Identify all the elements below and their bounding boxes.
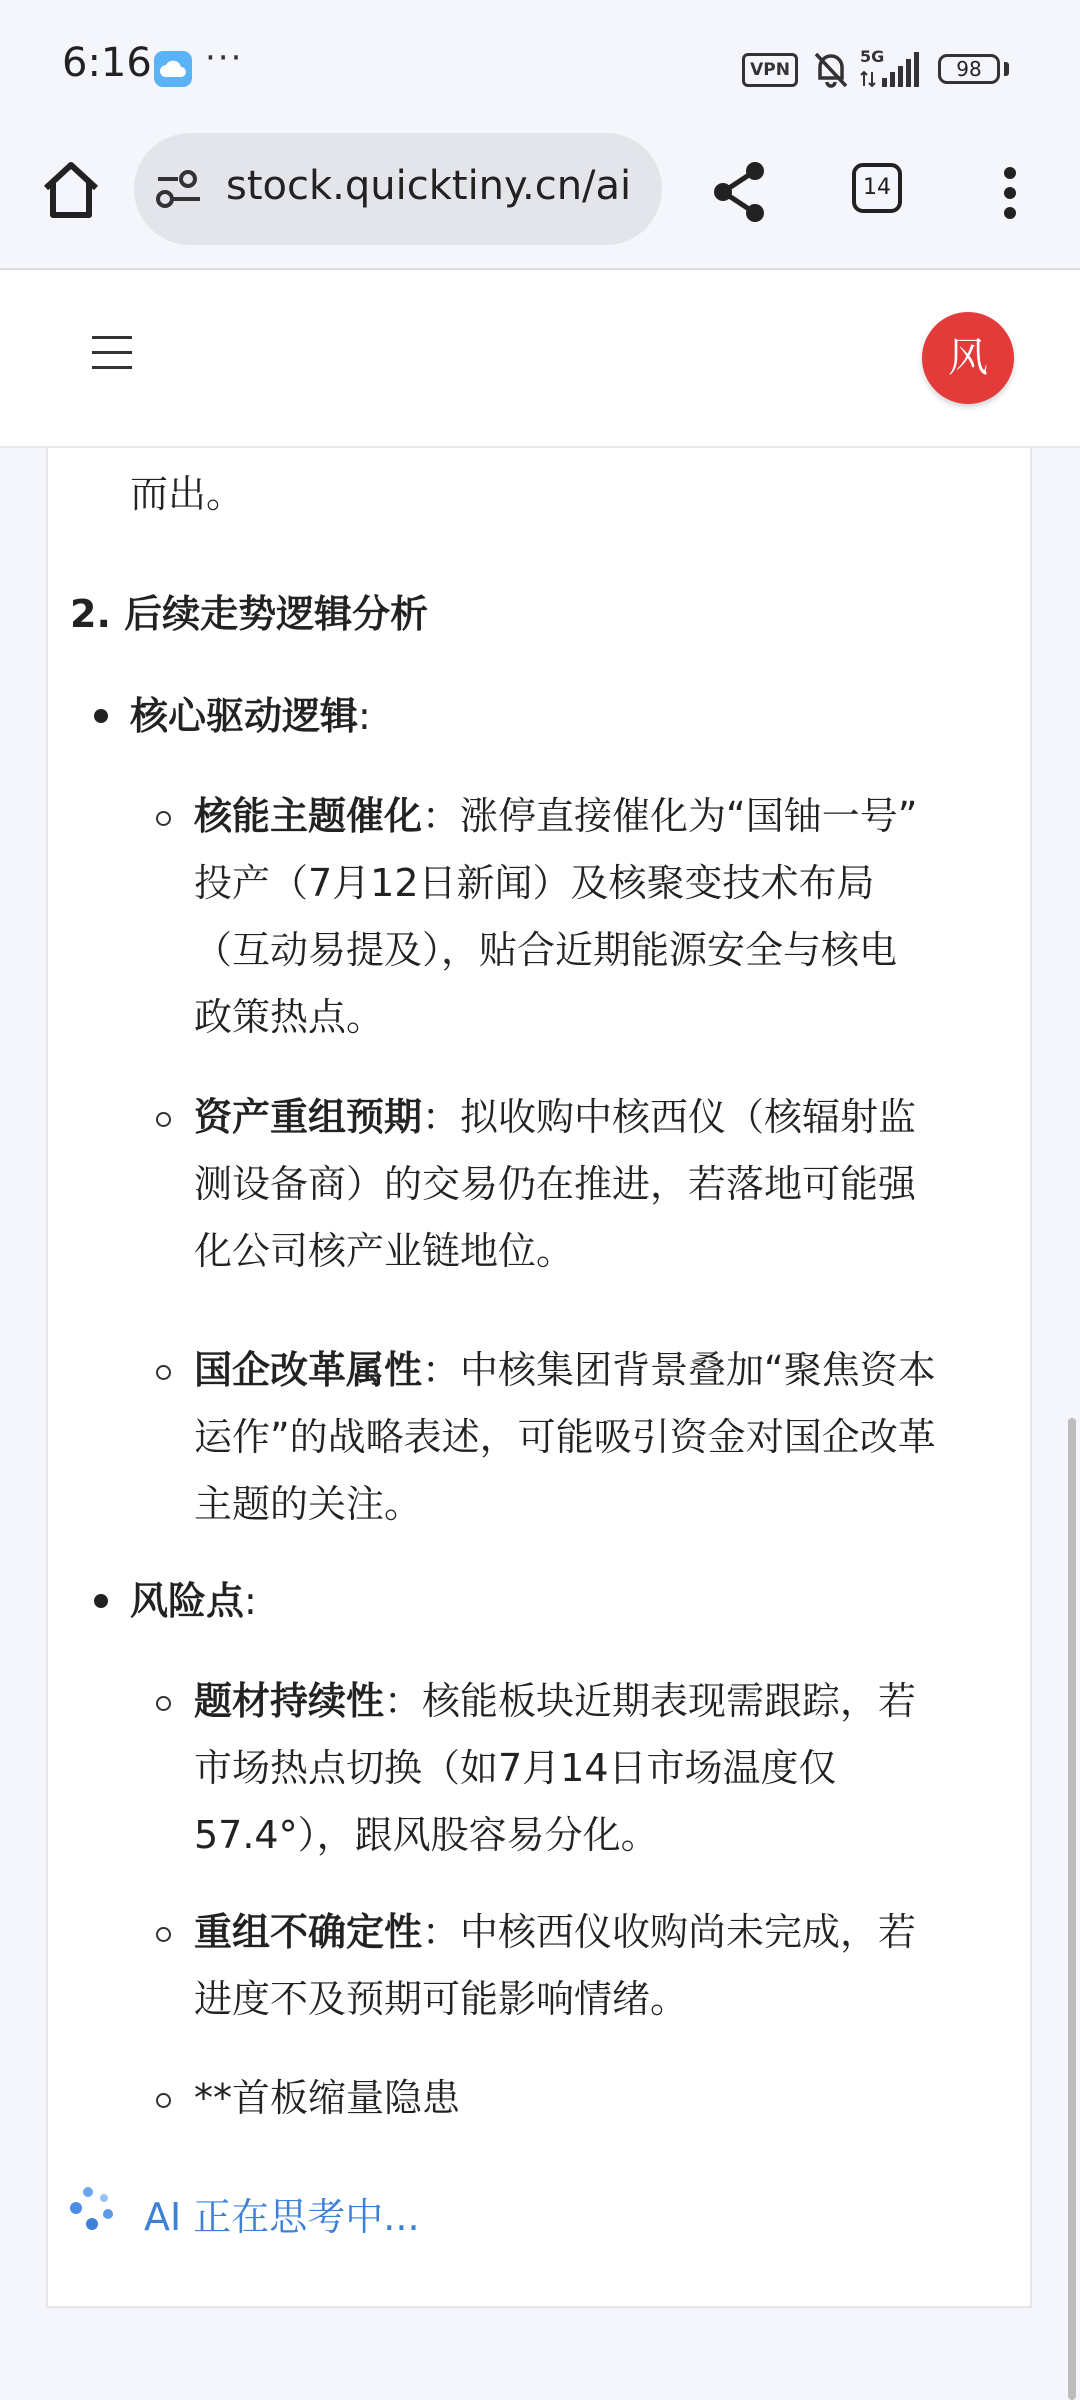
tab-switcher-button[interactable]: 14 bbox=[852, 163, 902, 213]
sub-bullet-marker bbox=[156, 1365, 171, 1380]
sub-bullet-marker bbox=[156, 811, 171, 826]
cloud-icon bbox=[154, 51, 192, 87]
chat-content bbox=[0, 448, 1080, 2400]
list-item: 资产重组预期：拟收购中核西仪（核辐射监 bbox=[194, 1095, 917, 1139]
sub-bullet-marker bbox=[156, 2093, 171, 2108]
list-item-line: 市场热点切换（如7月14日市场温度仅 bbox=[194, 1746, 837, 1790]
list-item-line: 政策热点。 bbox=[194, 995, 385, 1039]
user-avatar[interactable]: 风 bbox=[922, 312, 1014, 404]
list-item: 重组不确定性：中核西仪收购尚未完成，若 bbox=[194, 1910, 917, 1954]
paragraph-tail: 而出。 bbox=[130, 472, 245, 516]
home-icon bbox=[36, 155, 106, 225]
list-item-line: 投产（7月12日新闻）及核聚变技术布局 bbox=[194, 861, 875, 905]
sub-bullet-marker bbox=[156, 1112, 171, 1127]
bell-off-icon bbox=[810, 48, 852, 94]
group-title: 风险点: bbox=[130, 1579, 257, 1623]
battery-level: 98 bbox=[956, 57, 982, 81]
sub-bullet-marker bbox=[156, 1696, 171, 1711]
share-button[interactable] bbox=[705, 157, 775, 227]
vpn-icon: VPN bbox=[742, 53, 798, 87]
group-title: 核心驱动逻辑: bbox=[130, 694, 371, 738]
share-icon bbox=[705, 157, 775, 227]
thinking-status: AI 正在思考中... bbox=[144, 2195, 420, 2239]
ai-response-card bbox=[46, 448, 1032, 2308]
battery-tip bbox=[1004, 62, 1009, 76]
address-bar[interactable] bbox=[134, 133, 662, 245]
section-heading: 2. 后续走势逻辑分析 bbox=[70, 592, 429, 636]
cellular-signal-icon bbox=[860, 46, 926, 94]
list-item-line: 主题的关注。 bbox=[194, 1482, 423, 1526]
status-time: 6:16 bbox=[62, 40, 152, 86]
bullet-marker bbox=[94, 709, 108, 723]
sub-bullet-marker bbox=[156, 1927, 171, 1942]
app-header bbox=[0, 270, 1080, 448]
notification-more-icon: ··· bbox=[205, 38, 244, 78]
list-item-line: 化公司核产业链地位。 bbox=[194, 1229, 575, 1273]
list-item-line: （互动易提及），贴合近期能源安全与核电 bbox=[194, 928, 898, 972]
scrollbar[interactable] bbox=[1068, 1418, 1076, 2400]
list-item-line: 运作”的战略表述，可能吸引资金对国企改革 bbox=[194, 1415, 936, 1459]
bullet-marker bbox=[94, 1594, 108, 1608]
network-type-label: 5G bbox=[860, 47, 885, 66]
tune-icon[interactable] bbox=[156, 169, 204, 213]
list-item: 题材持续性：核能板块近期表现需跟踪，若 bbox=[194, 1679, 917, 1723]
list-item-line: 57.4°），跟风股容易分化。 bbox=[194, 1813, 659, 1857]
list-item-line: 进度不及预期可能影响情绪。 bbox=[194, 1977, 689, 2021]
ai-thinking-icon bbox=[64, 2178, 120, 2234]
home-button[interactable] bbox=[36, 155, 106, 225]
list-item: **首板缩量隐患 bbox=[194, 2076, 461, 2120]
list-item-line: 测设备商）的交易仍在推进，若落地可能强 bbox=[194, 1162, 917, 1206]
list-item: 核能主题催化：涨停直接催化为“国铀一号” bbox=[194, 794, 918, 838]
status-bar bbox=[0, 0, 1080, 138]
menu-icon[interactable] bbox=[92, 336, 132, 376]
list-item: 国企改革属性：中核集团背景叠加“聚焦资本 bbox=[194, 1348, 936, 1392]
more-vert-icon[interactable] bbox=[990, 161, 1030, 225]
battery-icon bbox=[938, 54, 1000, 84]
browser-toolbar bbox=[0, 125, 1080, 267]
url-text[interactable]: stock.quicktiny.cn/ai bbox=[226, 163, 632, 209]
